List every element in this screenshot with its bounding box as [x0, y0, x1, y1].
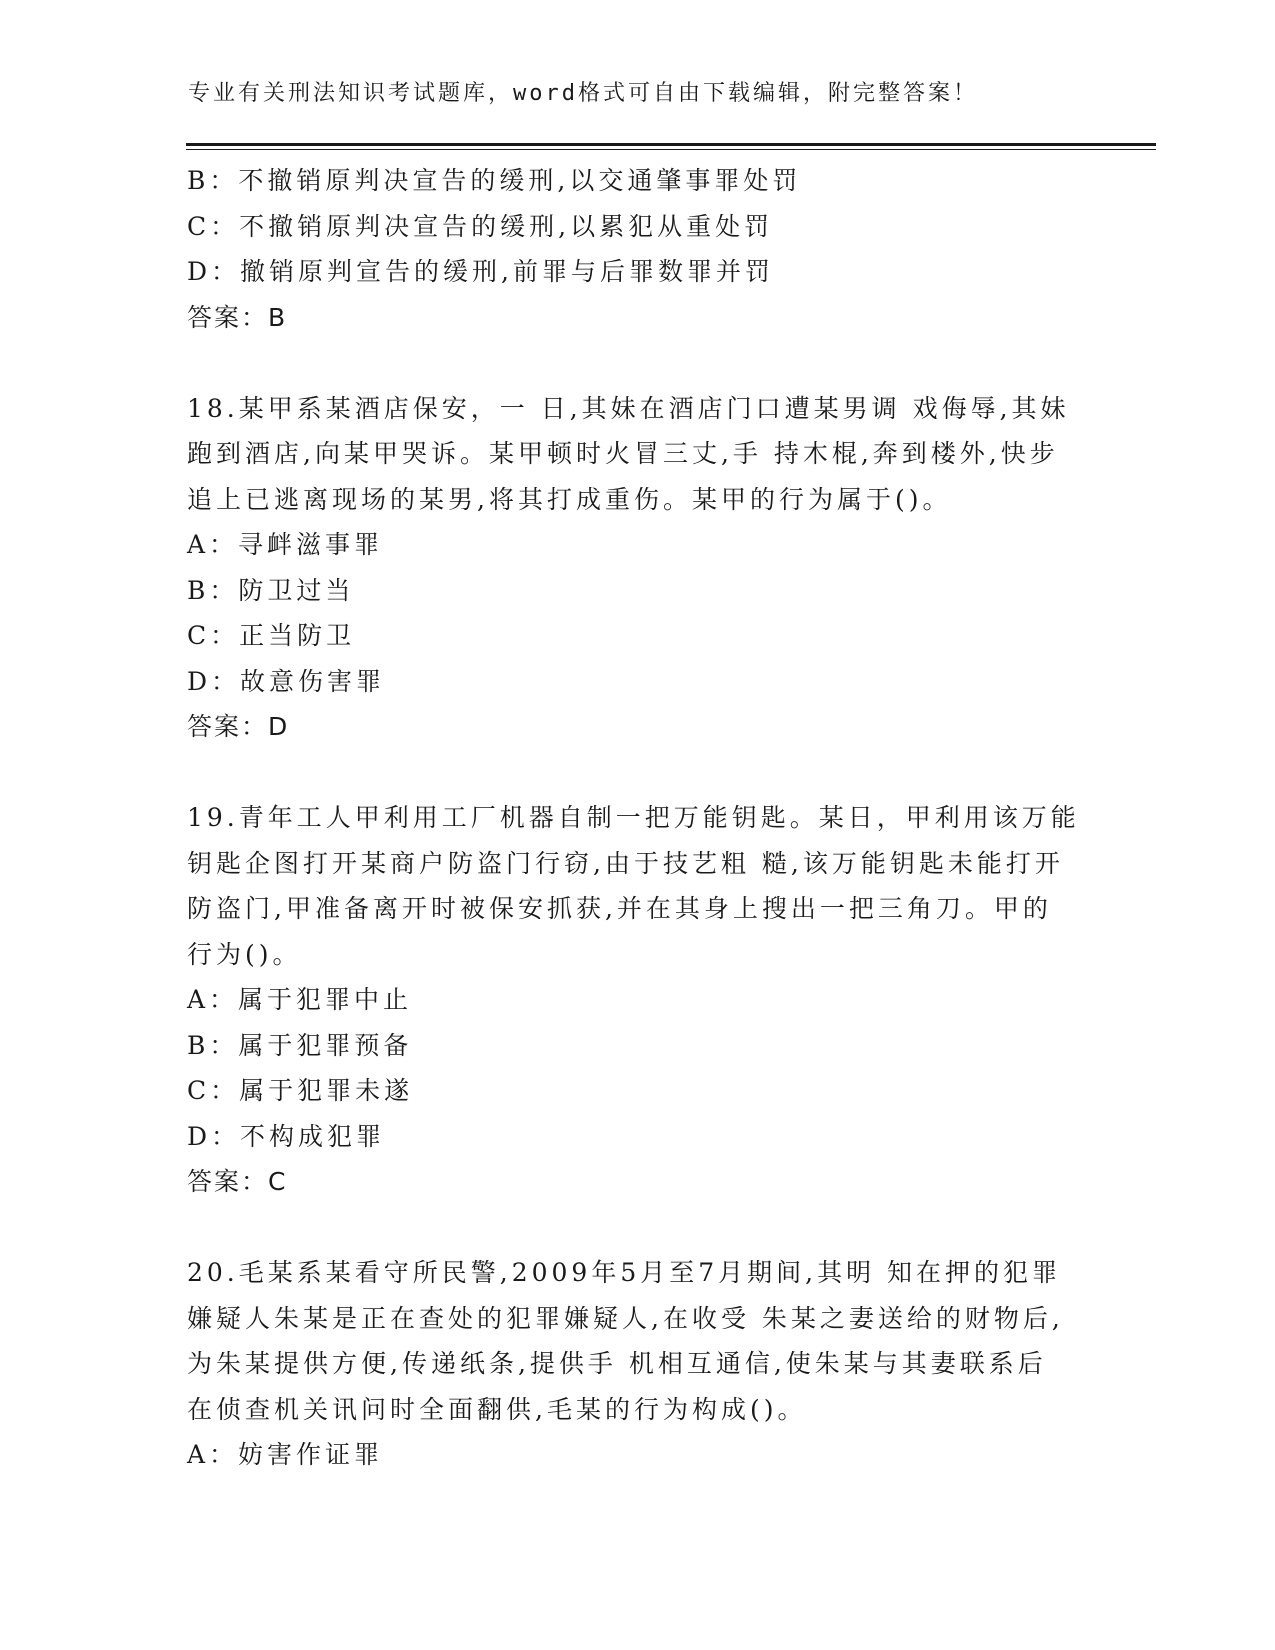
option-c: C：不撤销原判决宣告的缓刑,以累犯从重处罚 [187, 211, 774, 241]
question-18 [187, 386, 1087, 750]
question-text-line: 嫌疑人朱某是正在查处的犯罪嫌疑人,在收受 朱某之妻送给的财物后, [187, 1303, 1064, 1333]
option-d: D：不构成犯罪 [187, 1121, 386, 1151]
option-c: C：正当防卫 [187, 621, 356, 650]
answer-line: 答案：D [187, 712, 290, 741]
option-d: D：故意伤害罪 [187, 666, 386, 696]
option-a: A：寻衅滋事罪 [187, 530, 384, 559]
document-body [187, 158, 1087, 1478]
question-text-line: 钥匙企图打开某商户防盗门行窃,由于技艺粗 糙,该万能钥匙未能打开 [187, 848, 1064, 878]
page-header: 专业有关刑法知识考试题库，word格式可自由下载编辑，附完整答案！ [188, 81, 978, 106]
question-text-line: 为朱某提供方便,传递纸条,提供手 机相互通信,使朱某与其妻联系后 [187, 1349, 1047, 1378]
header-rule-thin [186, 149, 1156, 150]
question-text-line: 18.某甲系某酒店保安，一 日,其妹在酒店门口遭某男调 戏侮辱,其妹 [187, 393, 1070, 423]
option-d: D：撤销原判宣告的缓刑,前罪与后罪数罪并罚 [187, 257, 774, 286]
question-20 [187, 1250, 1087, 1478]
question-text-line: 防盗门,甲准备离开时被保安抓获,并在其身上搜出一把三角刀。甲的 [187, 894, 1052, 923]
header-rule-thick [186, 143, 1156, 146]
question-19 [187, 795, 1087, 1205]
answer-line: 答案：B [187, 302, 288, 332]
option-c: C：属于犯罪未遂 [187, 1076, 414, 1105]
question-text-line: 20.毛某系某看守所民警,2009年5月至7月期间,其明 知在押的犯罪 [187, 1258, 1062, 1287]
question-17-tail [187, 158, 1087, 340]
question-text-line: 追上已逃离现场的某男,将其打成重伤。某甲的行为属于()。 [187, 484, 952, 514]
option-a: A：妨害作证罪 [187, 1440, 384, 1469]
question-text-line: 19.青年工人甲利用工厂机器自制一把万能钥匙。某日，甲利用该万能 [187, 803, 1080, 832]
option-b: B：不撤销原判决宣告的缓刑,以交通肇事罪处罚 [187, 166, 802, 195]
question-text-line: 在侦查机关讯问时全面翻供,毛某的行为构成()。 [187, 1394, 807, 1424]
question-text-line: 行为()。 [187, 939, 302, 969]
question-text-line: 跑到酒店,向某甲哭诉。某甲顿时火冒三丈,手 持木棍,奔到楼外,快步 [187, 439, 1059, 468]
option-b: B：属于犯罪预备 [187, 1030, 413, 1060]
option-a: A：属于犯罪中止 [187, 985, 413, 1014]
answer-line: 答案：C [187, 1167, 288, 1196]
option-b: B：防卫过当 [187, 575, 355, 605]
